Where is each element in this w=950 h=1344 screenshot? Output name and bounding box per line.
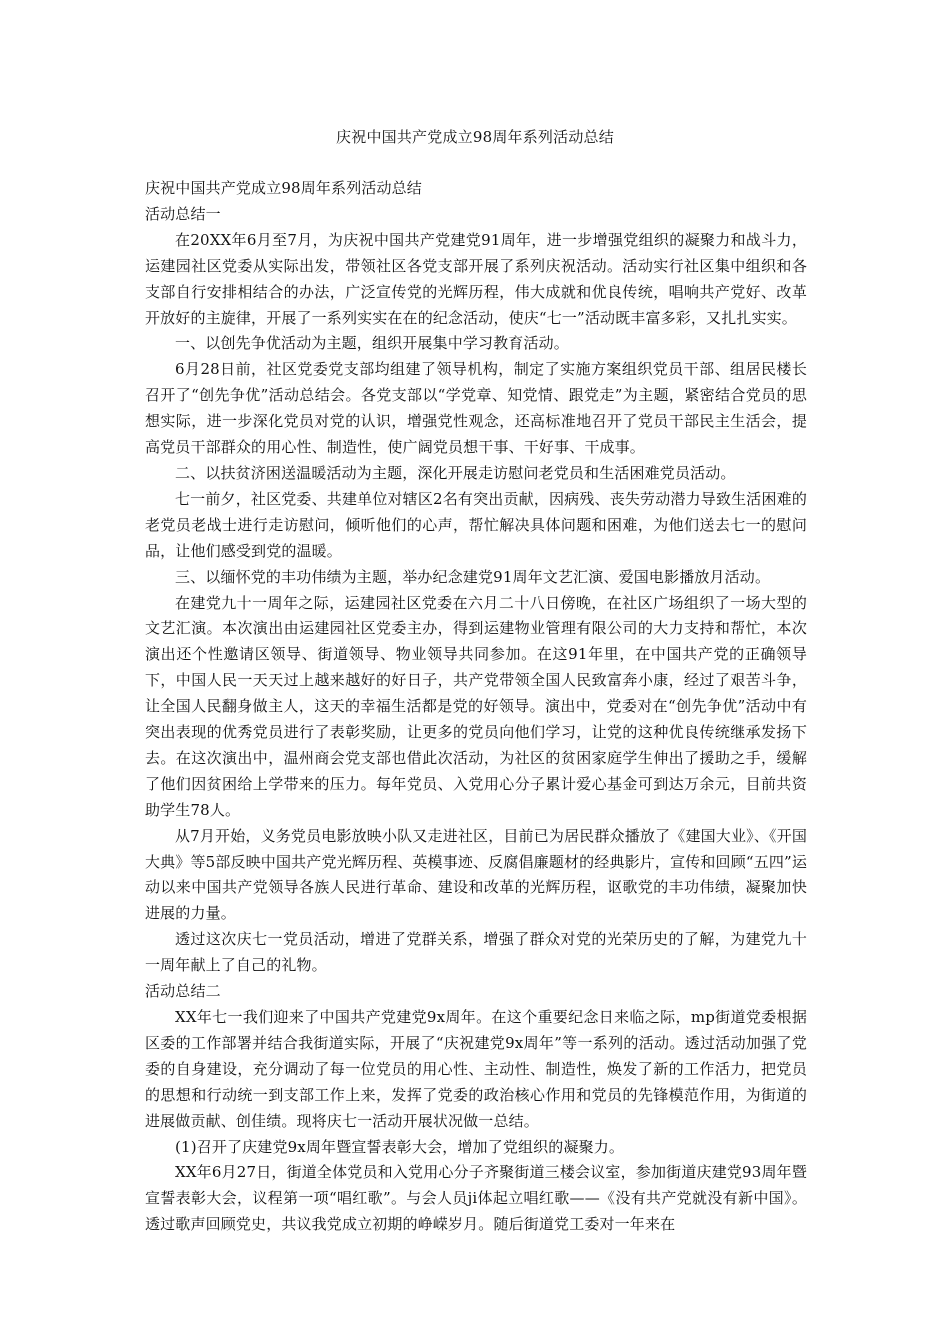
paragraph: 6月28日前，社区党委党支部均组建了领导机构，制定了实施方案组织党员干部、组居民楼长召开了“创先争优”活动总结会。各党支部以“学党章、知党情、跟党走”为主题，紧密结合党员的思想实际，进一步深化党员对党的认识，增强党性观念，还高标准地召开了党员干部民主生活会，提高党员干部群众的用心性、制造性，使广阔党员想干事、干好事、干成事。 [145, 360, 807, 457]
paragraph: 三、以缅怀党的丰功伟绩为主题，举办纪念建党91周年文艺汇演、爱国电影播放月活动。 [175, 567, 771, 586]
paragraph: 二、以扶贫济困送温暖活动为主题，深化开展走访慰问老党员和生活困难党员活动。 [175, 463, 736, 482]
paragraph: 在建党九十一周年之际，运建园社区党委在六月二十八日傍晚，在社区广场组织了一场大型的文艺汇演。本次演出由运建园社区党委主办，得到运建物业管理有限公司的大力支持和帮忙，本次演出还个性邀请区领导、街道领导、物业领导共同参加。在这91年里，在中国共产党的正确领导下，中国人民一天天过上越来越好的好日子，共产党带领全国人民致富奔小康，经过了艰苦斗争，让全国人民翻身做主人，这天的幸福生活都是党的好领导。演出中，党委对在“创先争优”活动中有突出表现的优秀党员进行了表彰奖励，让更多的党员向他们学习，让党的这种优良传统继承发扬下去。在这次演出中，温州商会党支部也借此次活动，为社区的贫困家庭学生伸出了援助之手，缓解了他们因贫困给上学带来的压力。每年党员、入党用心分子累计爱心基金可到达万余元，目前共资助学生78人。 [145, 593, 807, 819]
paragraph: 从7月开始，义务党员电影放映小队又走进社区，目前已为居民群众播放了《建国大业》、《开国大典》等5部反映中国共产党光辉历程、英模事迹、反腐倡廉题材的经典影片，宣传和回顾“五四”运动以来中国共产党领导各族人民进行革命、建设和改革的光辉历程，讴歌党的丰功伟绩，凝聚加快进展的力量。 [145, 826, 807, 923]
paragraph: XX年6月27日，街道全体党员和入党用心分子齐聚街道三楼会议室，参加街道庆建党93周年暨宣誓表彰大会，议程第一项“唱红歌”。与会人员ji体起立唱红歌——《没有共产党就没有新中国》。透过歌声回顾党史，共议我党成立初期的峥嵘岁月。随后街道党工委对一年来在 [145, 1163, 807, 1234]
paragraph: XX年七一我们迎来了中国共产党建党9x周年。在这个重要纪念日来临之际，mp街道党委根据区委的工作部署并结合我街道实际，开展了“庆祝建党9x周年”等一系列的活动。透过活动加强了党委的自身建设，充分调动了每一位党员的用心性、主动性、制造性，焕发了新的工作活力，把党员的思想和行动统一到支部工作上来，发挥了党委的政治核心作用和党员的先锋模范作用，为街道的进展做贡献、创佳绩。现将庆七一活动开展状况做一总结。 [145, 1008, 807, 1130]
section-heading-1: 活动总结一 [145, 204, 221, 223]
paragraph: (1)召开了庆建党9x周年暨宣誓表彰大会，增加了党组织的凝聚力。 [175, 1137, 625, 1156]
paragraph: 在20XX年6月至7月，为庆祝中国共产党建党91周年，进一步增强党组织的凝聚力和战斗力，运建园社区党委从实际出发，带领社区各党支部开展了系列庆祝活动。活动实行社区集中组织和各支部自行安排相结合的办法，广泛宣传党的光辉历程，伟大成就和优良传统，唱响共产党好、改革开放好的主旋律，开展了一系列实实在在的纪念活动，使庆“七一”活动既丰富多彩，又扎扎实实。 [145, 230, 807, 327]
section-heading-2: 活动总结二 [145, 982, 221, 1001]
heading-line: 庆祝中国共产党成立98周年系列活动总结 [145, 179, 422, 197]
paragraph: 透过这次庆七一党员活动，增进了党群关系，增强了群众对党的光荣历史的了解，为建党九十一周年献上了自己的礼物。 [145, 930, 807, 975]
paragraph: 一、以创先争优活动为主题，组织开展集中学习教育活动。 [175, 334, 569, 353]
document-body [145, 176, 807, 1238]
paragraph: 七一前夕，社区党委、共建单位对辖区2名有突出贡献，因病残、丧失劳动潜力导致生活困难的老党员老战士进行走访慰问，倾听他们的心声，帮忙解决具体问题和困难，为他们送去七一的慰问品，让他们感受到党的温暖。 [145, 489, 807, 560]
document-title: 庆祝中国共产党成立98周年系列活动总结 [336, 128, 614, 146]
